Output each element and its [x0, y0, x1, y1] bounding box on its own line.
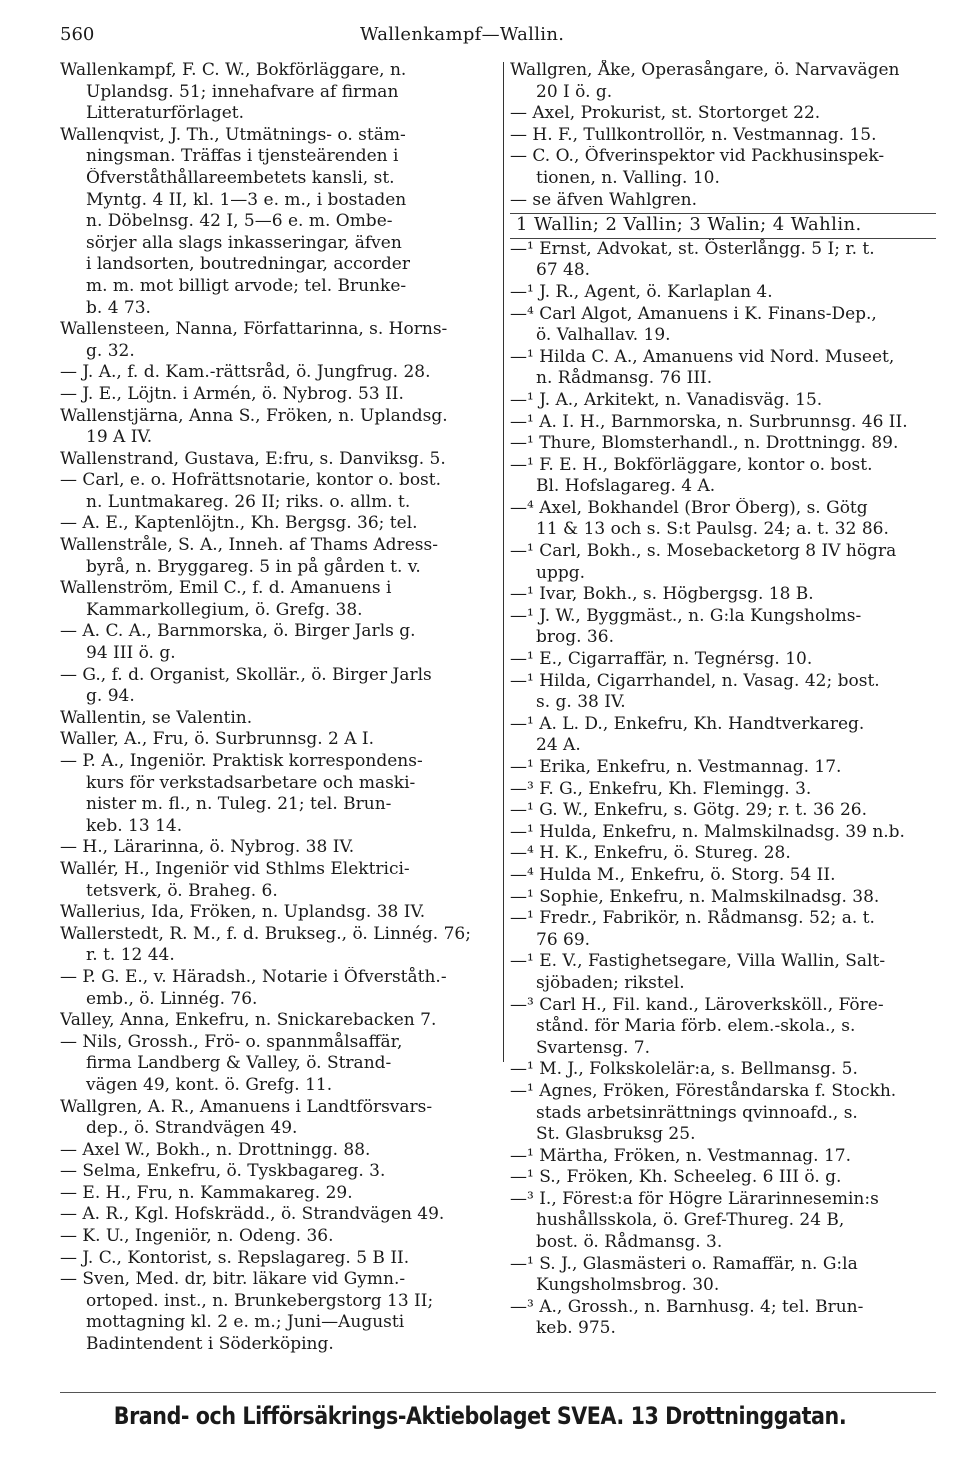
directory-line: 20 I ö. g.: [536, 81, 613, 102]
directory-line: — J. E., Löjtn. i Armén, ö. Nybrog. 53 II.: [60, 383, 404, 404]
directory-line: — se äfven Wahlgren.: [510, 189, 697, 210]
directory-line: m. m. mot billigt arvode; tel. Brunke-: [86, 275, 407, 296]
directory-line: — E. H., Fru, n. Kammakareg. 29.: [60, 1182, 353, 1203]
directory-line: r. t. 12 44.: [86, 945, 175, 966]
right-column-bottom: [510, 239, 936, 1340]
directory-line: 76 69.: [536, 929, 591, 950]
directory-line: — H. F., Tullkontrollör, n. Vestmannag. 15.: [510, 124, 877, 145]
directory-line: Svartensg. 7.: [536, 1037, 650, 1058]
directory-line: 24 A.: [536, 735, 581, 756]
directory-line: b. 4 73.: [86, 297, 151, 318]
directory-line: — Sven, Med. dr, bitr. läkare vid Gymn.-: [60, 1269, 406, 1290]
directory-line: 67 48.: [536, 260, 591, 281]
directory-line: — Nils, Grossh., Frö- o. spannmålsaffär,: [60, 1031, 403, 1052]
directory-line: —¹ Ivar, Bokh., s. Högbergsg. 18 B.: [510, 584, 814, 605]
directory-line: hushållsskola, ö. Gref-Thureg. 24 B,: [536, 1210, 845, 1231]
directory-line: Badintendent i Söderköping.: [86, 1334, 334, 1355]
directory-line: kurs för verkstadsarbetare och maski-: [86, 772, 416, 793]
directory-line: 94 III ö. g.: [86, 643, 176, 664]
directory-line: —³ F. G., Enkefru, Kh. Flemingg. 3.: [510, 778, 812, 799]
directory-line: Wallentin, se Valentin.: [60, 707, 253, 728]
directory-line: — P. G. E., v. Häradsh., Notarie i Öfverståth.-: [60, 966, 447, 987]
directory-line: —¹ Erika, Enkefru, n. Vestmannag. 17.: [510, 757, 842, 777]
page-number: 560: [60, 24, 95, 45]
directory-line: Wallenström, Emil C., f. d. Amanuens i: [60, 578, 392, 599]
directory-line: —¹ S. J., Glasmästeri o. Ramaffär, n. G:la: [510, 1253, 858, 1274]
directory-line: g. 32.: [86, 340, 135, 361]
left-column: [60, 60, 500, 1356]
right-column-top: [510, 60, 936, 211]
directory-line: —¹ S., Fröken, Kh. Scheeleg. 6 III ö. g.: [510, 1167, 842, 1188]
directory-line: —⁴ H. K., Enkefru, ö. Stureg. 28.: [510, 843, 791, 864]
directory-line: Bl. Hofslagareg. 4 A.: [536, 476, 716, 497]
directory-line: sjöbaden; rikstel.: [536, 972, 685, 993]
directory-line: —¹ Märtha, Fröken, n. Vestmannag. 17.: [510, 1145, 851, 1166]
directory-line: — A. R., Kgl. Hofskrädd., ö. Strandvägen 49.: [60, 1204, 445, 1225]
directory-line: Wallenstjärna, Anna S., Fröken, n. Uplandsg.: [60, 405, 448, 426]
directory-line: bost. ö. Rådmansg. 3.: [536, 1232, 723, 1253]
directory-line: nister m. fl., n. Tuleg. 21; tel. Brun-: [86, 794, 392, 815]
directory-line: Wallerius, Ida, Fröken, n. Uplandsg. 38 IV.: [60, 902, 426, 923]
directory-line: — A. E., Kaptenlöjtn., Kh. Bergsg. 36; tel.: [60, 513, 418, 534]
directory-line: —¹ M. J., Folkskolelär:a, s. Bellmansg. 5.: [510, 1059, 858, 1080]
directory-line: — H., Lärarinna, ö. Nybrog. 38 IV.: [60, 837, 355, 858]
directory-line: — C. O., Öfverinspektor vid Packhusinspek-: [510, 146, 885, 167]
directory-line: —¹ A. L. D., Enkefru, Kh. Handtverkareg.: [510, 713, 865, 734]
directory-line: — J. A., f. d. Kam.-rättsråd, ö. Jungfrug. 28.: [60, 362, 431, 383]
directory-line: stads arbetsinrättnings qvinnoafd., s.: [536, 1102, 858, 1123]
directory-line: Öfverståthållareembetets kansli, st.: [86, 167, 395, 188]
directory-line: —¹ Hilda C. A., Amanuens vid Nord. Museet,: [510, 346, 895, 367]
column-divider: [503, 62, 504, 1062]
directory-line: — Axel, Prokurist, st. Stortorget 22.: [510, 103, 821, 124]
directory-line: Uplandsg. 51; innehafvare af firman: [86, 81, 399, 102]
directory-line: —¹ Thure, Blomsterhandl., n. Drottningg. 89.: [510, 433, 899, 454]
directory-line: ö. Valhallav. 19.: [536, 325, 671, 346]
directory-line: —¹ Carl, Bokh., s. Mosebacketorg 8 IV högra: [510, 541, 897, 562]
directory-line: —¹ Ernst, Advokat, st. Österlångg. 5 I; r. t.: [510, 238, 875, 259]
directory-line: n. Luntmakareg. 26 II; riks. o. allm. t.: [86, 491, 411, 512]
directory-line: —¹ Sophie, Enkefru, n. Malmskilnadsg. 38.: [510, 886, 880, 907]
directory-line: St. Glasbruksg 25.: [536, 1124, 696, 1145]
directory-line: 19 A IV.: [86, 427, 153, 448]
directory-line: —³ A., Grossh., n. Barnhusg. 4; tel. Brun-: [510, 1296, 864, 1317]
directory-line: —¹ J. W., Byggmäst., n. G:la Kungsholms-: [510, 605, 862, 626]
directory-line: Wallenkampf, F. C. W., Bokförläggare, n.: [60, 60, 407, 80]
directory-line: — A. C. A., Barnmorska, ö. Birger Jarls g.: [60, 621, 416, 642]
running-head: Wallenkampf—Wallin.: [360, 24, 565, 45]
directory-line: Wallgren, A. R., Amanuens i Landtförsvars-: [60, 1096, 433, 1117]
directory-line: n. Rådmansg. 76 III.: [536, 368, 713, 389]
directory-line: g. 94.: [86, 686, 135, 707]
directory-line: sörjer alla slags inkasseringar, äfven: [86, 232, 402, 253]
directory-line: i landsorten, boutredningar, accorder: [86, 254, 410, 275]
directory-line: — P. A., Ingeniör. Praktisk korrespondens-: [60, 751, 423, 771]
right-column: [510, 60, 936, 1340]
directory-line: mottagning kl. 2 e. m.; Juni—Augusti: [86, 1312, 405, 1333]
directory-line: —¹ A. I. H., Barnmorska, n. Surbrunnsg. 46 II.: [510, 411, 908, 432]
directory-line: — Axel W., Bokh., n. Drottningg. 88.: [60, 1139, 371, 1160]
directory-line: byrå, n. Bryggareg. 5 in på gården t. v.: [86, 556, 421, 577]
right-subheading: 1 Wallin; 2 Vallin; 3 Walin; 4 Wahlin.: [516, 214, 862, 236]
directory-line: —¹ Agnes, Fröken, Föreståndarska f. Stockh.: [510, 1080, 897, 1101]
directory-line: tionen, n. Valling. 10.: [536, 167, 720, 188]
directory-line: —¹ F. E. H., Bokförläggare, kontor o. bost.: [510, 454, 873, 475]
directory-line: 11 & 13 och s. S:t Paulsg. 24; a. t. 32 86.: [536, 519, 889, 540]
directory-line: tetsverk, ö. Braheg. 6.: [86, 880, 278, 901]
page-header: [60, 24, 936, 54]
directory-line: —⁴ Hulda M., Enkefru, ö. Storg. 54 II.: [510, 864, 836, 885]
directory-line: brog. 36.: [536, 627, 614, 648]
directory-line: — Carl, e. o. Hofrättsnotarie, kontor o. bost.: [60, 470, 442, 491]
directory-line: —¹ E. V., Fastighetsegare, Villa Wallin, Salt-: [510, 951, 886, 972]
directory-line: —¹ Fredr., Fabrikör, n. Rådmansg. 52; a. t.: [510, 908, 875, 929]
directory-line: Wallerstedt, R. M., f. d. Brukseg., ö. Linnég. 76;: [60, 923, 471, 944]
directory-line: — J. C., Kontorist, s. Repslagareg. 5 B II.: [60, 1247, 410, 1268]
directory-line: n. Döbelnsg. 42 I, 5—6 e. m. Ombe-: [86, 211, 393, 232]
directory-line: Wallgren, Åke, Operasångare, ö. Narvavägen: [510, 60, 900, 80]
directory-line: —¹ J. R., Agent, ö. Karlaplan 4.: [510, 281, 773, 302]
directory-line: Kammarkollegium, ö. Grefg. 38.: [86, 599, 363, 620]
directory-line: Wallenstrand, Gustava, E:fru, s. Danviksg. 5.: [60, 448, 446, 469]
directory-line: Waller, A., Fru, ö. Surbrunnsg. 2 A I.: [60, 729, 375, 750]
footer-advertisement: Brand- och Lifförsäkrings-Aktiebolaget SVEA. 13 Drottninggatan.: [113, 1402, 847, 1430]
footer-rule: [60, 1392, 936, 1393]
directory-line: stånd. för Maria förb. elem.-skola., s.: [536, 1016, 856, 1037]
directory-line: vägen 49, kont. ö. Grefg. 11.: [86, 1074, 333, 1095]
directory-line: —³ I., Förest:a för Högre Lärarinnesemin:s: [510, 1188, 879, 1209]
directory-line: Wallenstråle, S. A., Inneh. af Thams Adress-: [60, 535, 438, 556]
directory-line: keb. 13 14.: [86, 815, 183, 836]
directory-line: emb., ö. Linnég. 76.: [86, 988, 258, 1009]
directory-line: —¹ E., Cigarraffär, n. Tegnérsg. 10.: [510, 649, 813, 670]
directory-line: —¹ G. W., Enkefru, s. Götg. 29; r. t. 36 26.: [510, 800, 868, 821]
directory-line: —⁴ Carl Algot, Amanuens i K. Finans-Dep.,: [510, 303, 877, 324]
directory-line: — G., f. d. Organist, Skollär., ö. Birger Jarls: [60, 664, 432, 685]
directory-line: — Selma, Enkefru, ö. Tyskbagareg. 3.: [60, 1161, 386, 1182]
directory-line: — K. U., Ingeniör, n. Odeng. 36.: [60, 1226, 334, 1247]
directory-line: Wallensteen, Nanna, Författarinna, s. Horns-: [60, 319, 448, 340]
directory-line: Wallenqvist, J. Th., Utmätnings- o. stäm-: [60, 124, 406, 145]
directory-line: —³ Carl H., Fil. kand., Läroverksköll., Före-: [510, 994, 884, 1015]
directory-line: Myntg. 4 II, kl. 1—3 e. m., i bostaden: [86, 189, 407, 210]
directory-line: —¹ Hulda, Enkefru, n. Malmskilnadsg. 39 n.b.: [510, 821, 905, 842]
directory-line: firma Landberg & Valley, ö. Strand-: [86, 1053, 392, 1074]
directory-line: dep., ö. Strandvägen 49.: [86, 1118, 298, 1139]
directory-line: —¹ J. A., Arkitekt, n. Vanadisväg. 15.: [510, 389, 823, 410]
directory-line: s. g. 38 IV.: [536, 692, 626, 713]
directory-line: keb. 975.: [536, 1318, 616, 1339]
directory-line: Kungsholmsbrog. 30.: [536, 1275, 720, 1296]
directory-line: ortoped. inst., n. Brunkebergstorg 13 II;: [86, 1290, 434, 1311]
directory-line: —⁴ Axel, Bokhandel (Bror Öberg), s. Götg: [510, 497, 868, 518]
directory-line: Litteraturförlaget.: [86, 103, 245, 124]
directory-line: uppg.: [536, 562, 585, 583]
directory-line: ningsman. Träffas i tjensteärenden i: [86, 146, 399, 167]
directory-line: Wallér, H., Ingeniör vid Sthlms Elektrici-: [60, 858, 410, 879]
directory-line: Valley, Anna, Enkefru, n. Snickarebacken 7.: [60, 1010, 437, 1031]
directory-line: —¹ Hilda, Cigarrhandel, n. Vasag. 42; bost.: [510, 670, 880, 691]
